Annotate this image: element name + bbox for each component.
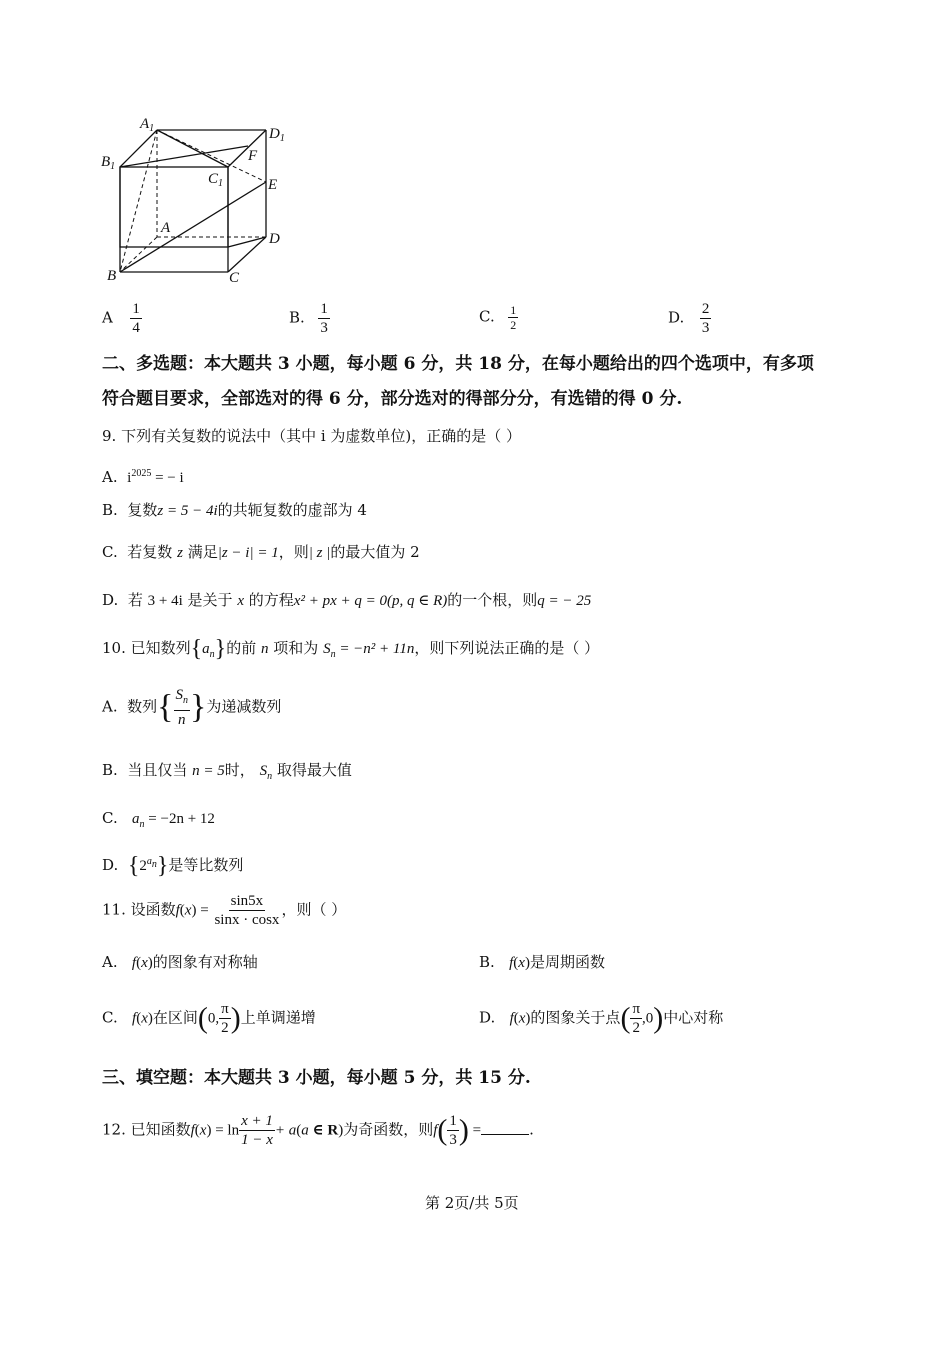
- q11-option-b: B. f(x)是周期函数: [479, 953, 605, 971]
- q9-option-a: A. $i^{2025}$ = − i: [102, 468, 184, 486]
- q12-stem: 12. 已知函数f(x) = ln $\frac{x + 1}{1 - x}$ + a(a ∈ R)为奇函数，则f( $\frac{1}{3}$ ) = .: [102, 1113, 534, 1148]
- q9-option-c: C. 若复数 z 满足|z − i| = 1，则| z |的最大值为 2: [102, 543, 420, 561]
- q10-option-d: D. $\{2^{a_n}\}$是等比数列: [102, 853, 244, 879]
- q10-option-a: A. 数列{ $\frac{S_n}{n}$ }为递减数列: [102, 687, 282, 728]
- answer-blank: [481, 1120, 529, 1135]
- cube-figure: [98, 110, 298, 290]
- q9-stem: 9. 下列有关复数的说法中（其中 i 为虚数单位)，正确的是（ ）: [102, 427, 522, 445]
- q11-option-a: A. f(x)的图象有对称轴: [102, 953, 258, 971]
- page-footer: 第 2页/共 5页: [425, 1194, 519, 1212]
- label-d: D: [269, 231, 280, 247]
- q9-option-b: B. 复数z = 5 − 4i的共轭复数的虚部为 4: [102, 501, 367, 519]
- label-c1: $C_1$: [208, 171, 224, 189]
- q10-option-c: C. $a_n = -2n + 12$: [102, 809, 215, 830]
- q10-stem: 10. 已知数列$\{a_n\}$的前 n 项和为 $S_n = -n^2 + 11n$，则下列说法正确的是（ ）: [102, 636, 600, 662]
- label-a1: $A_1$: [140, 116, 155, 134]
- q9-option-d: D. 若 3 + 4i 是关于 x 的方程x² + px + q = 0(p, q ∈ R)的一个根，则q = − 25: [102, 591, 592, 609]
- q11-option-c: C. f(x)在区间(0, $\frac{\pi}{2}$ )上单调递增: [102, 1001, 316, 1036]
- section2-heading-line1: 二、多选题：本大题共 3 小题，每小题 6 分，共 18 分，在每小题给出的四个选项中，有多项: [102, 354, 814, 374]
- q11-option-d: D. f(x)的图象关于点( $\frac{\pi}{2}$ ,0)中心对称: [479, 1001, 724, 1036]
- section2-heading-line2: 符合题目要求，全部选对的得 6 分，部分选对的得部分分，有选错的得 0 分.: [102, 389, 683, 409]
- q11-stem: 11. 设函数f(x) = $\frac{\sin 5x}{\sin x \cdot \cos x}$ ，则（ ）: [102, 893, 347, 928]
- label-b1: $B_1$: [101, 154, 116, 172]
- q8-option-c: C. $\frac{1}{2}$: [479, 303, 517, 332]
- label-c: C: [229, 270, 240, 286]
- q10-option-b: B. 当且仅当 n = 5时， $S_n$ 取得最大值: [102, 761, 352, 782]
- label-f: F: [248, 148, 258, 164]
- label-a: A: [161, 220, 171, 236]
- q8-option-d: D. $\frac{2}{3}$: [668, 301, 710, 336]
- q8-option-b: B. $\frac{1}{3}$: [289, 301, 328, 336]
- label-e: E: [268, 177, 278, 193]
- label-b: B: [107, 268, 117, 284]
- label-d1: $D_1$: [269, 126, 285, 144]
- q8-option-a: A $\frac{1}{4}$: [102, 301, 140, 336]
- section3-heading: 三、填空题：本大题共 3 小题，每小题 5 分，共 15 分.: [102, 1068, 531, 1088]
